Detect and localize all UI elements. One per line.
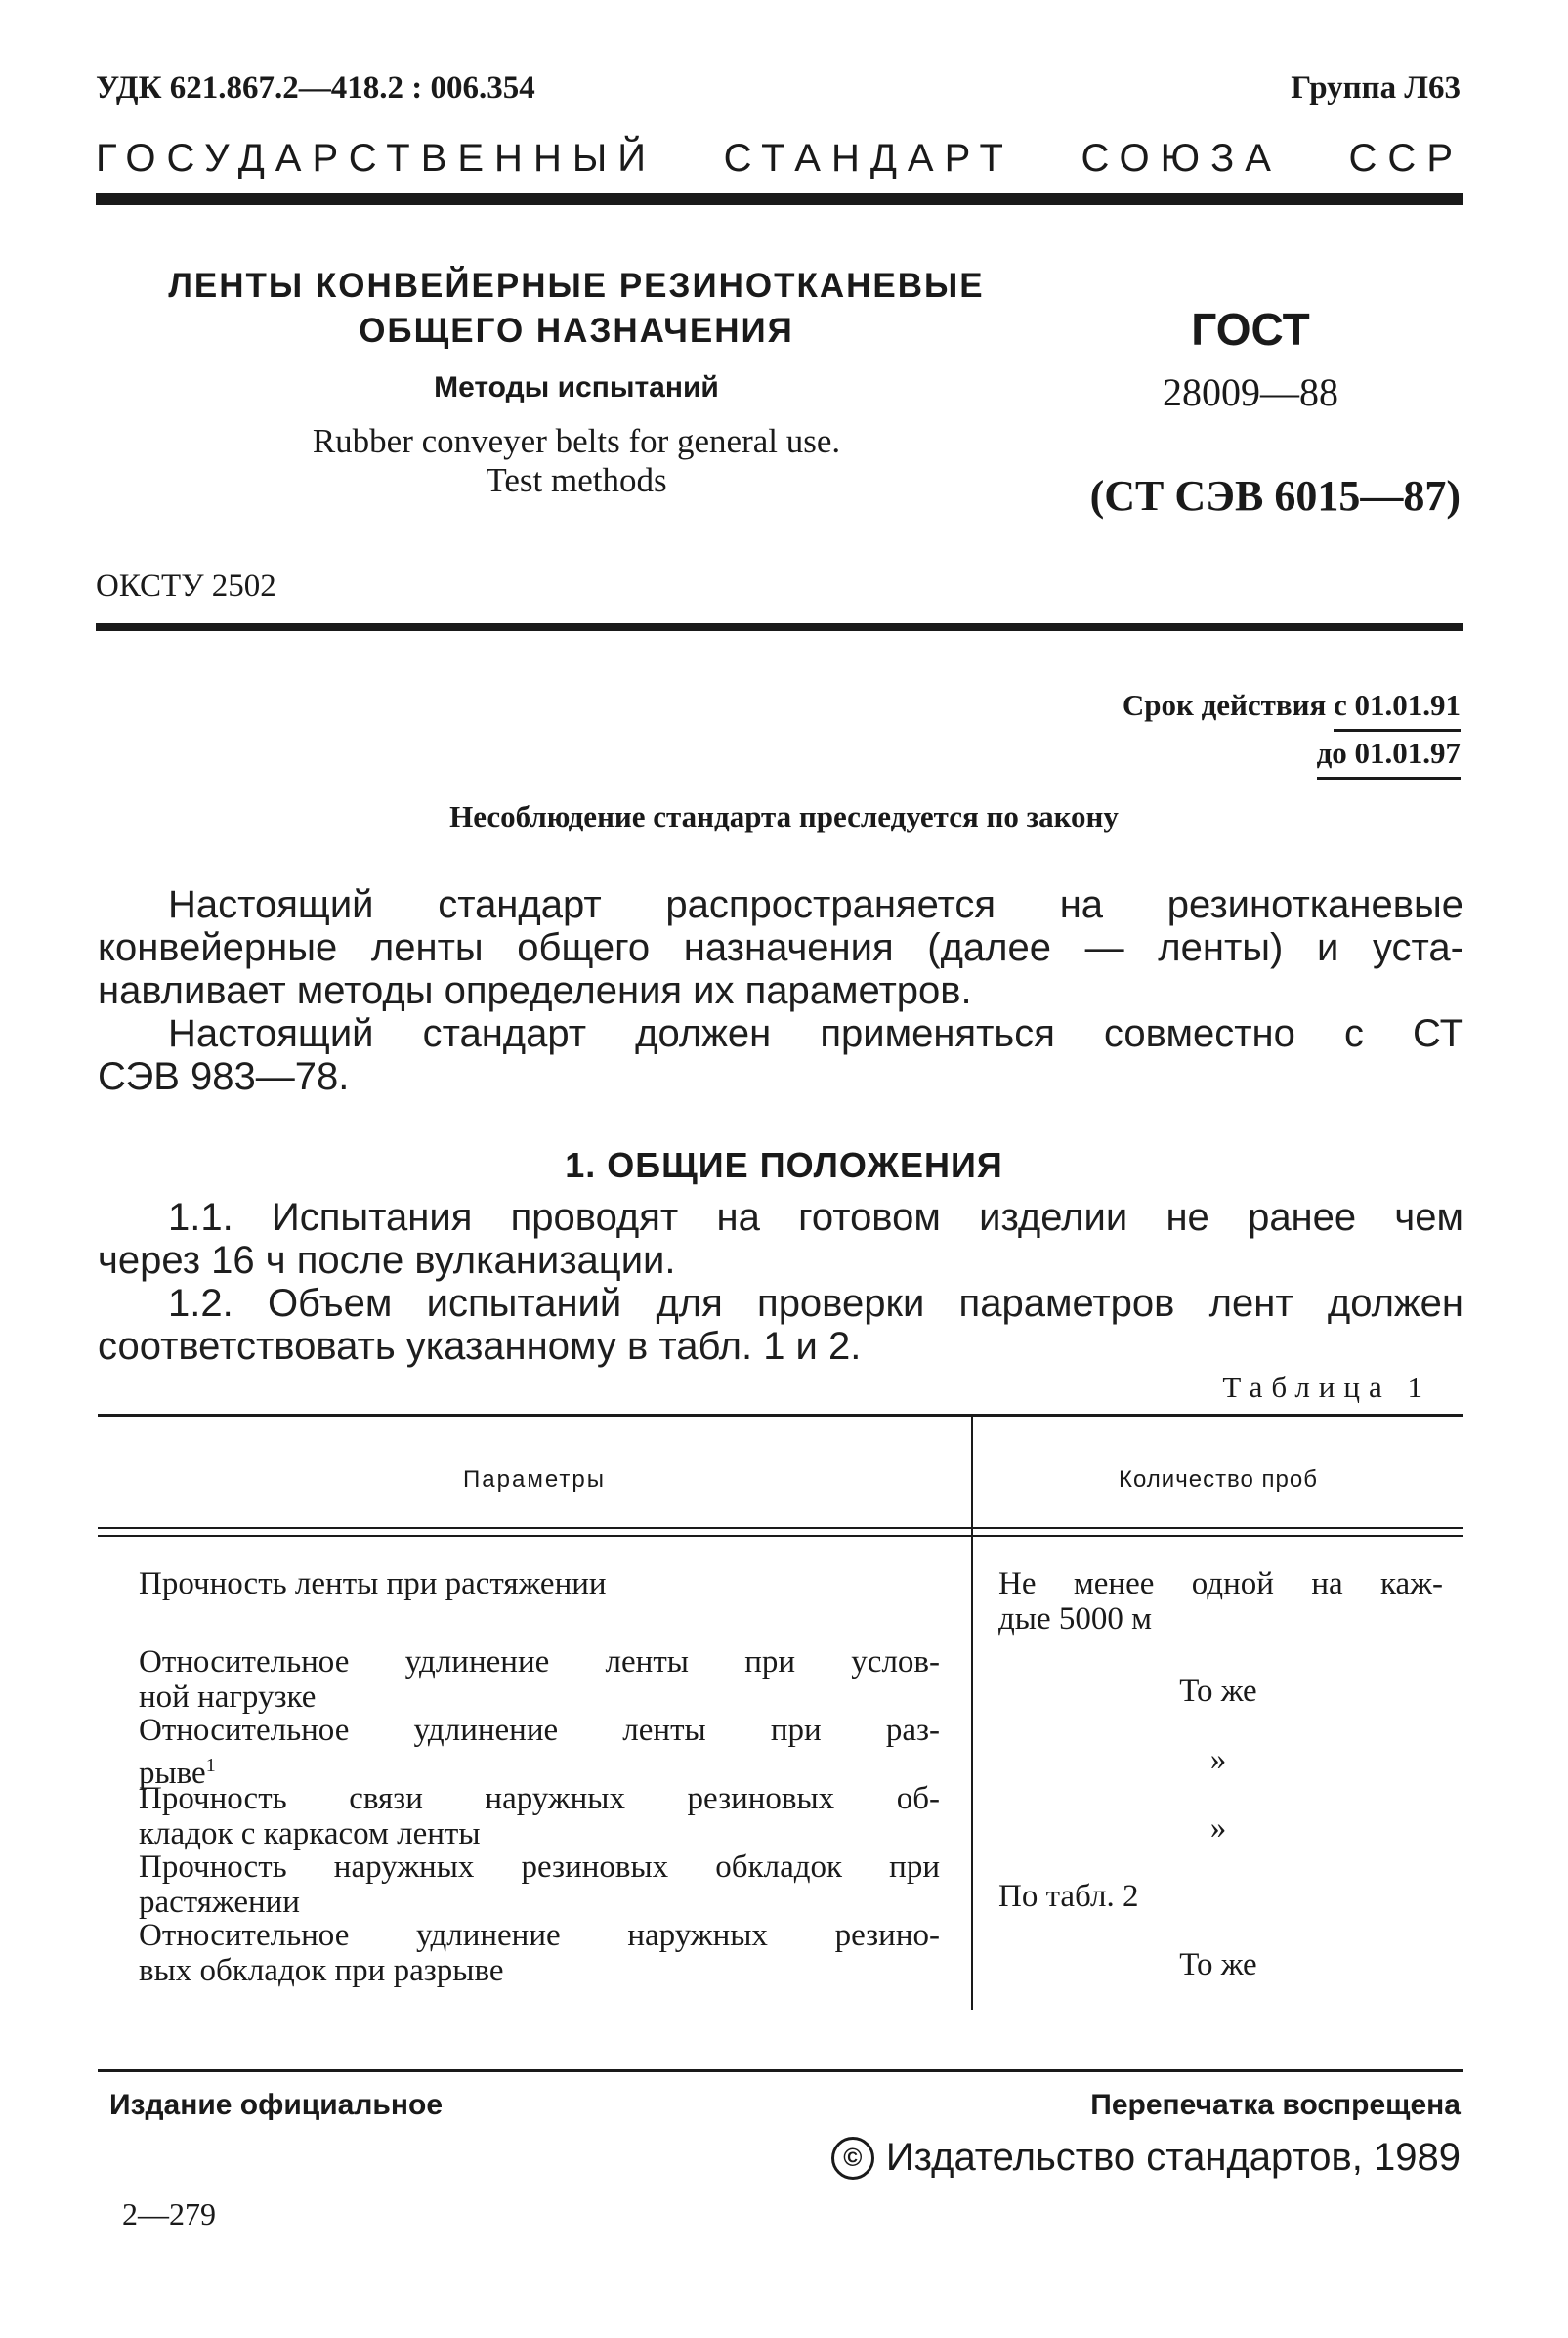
english-title-line-2: Test methods bbox=[486, 461, 667, 499]
copyright-line bbox=[831, 2136, 1461, 2180]
cmea-number: (СТ СЭВ 6015—87) bbox=[1089, 472, 1461, 520]
table-row-1-param bbox=[139, 1566, 940, 1601]
title-rule bbox=[96, 623, 1463, 631]
row-4-param-line-1: Прочность связи наружных резиновых об- bbox=[139, 1781, 940, 1816]
table-header-rule-1 bbox=[98, 1527, 1463, 1529]
section-1-heading: 1. ОБЩИЕ ПОЛОЖЕНИЯ bbox=[565, 1145, 1003, 1185]
table-row-6-param bbox=[139, 1918, 940, 1988]
validity-label: Срок действия bbox=[1122, 688, 1327, 722]
table-row-4-param bbox=[139, 1781, 940, 1851]
page-code: 2—279 bbox=[122, 2196, 216, 2232]
table-1-caption: Таблица 1 bbox=[1222, 1370, 1431, 1404]
clause-1-1-line1: 1.1. Испытания проводят на готовом изделии не ранее чем bbox=[168, 1196, 1463, 1239]
title-line-1: ЛЕНТЫ КОНВЕЙЕРНЫЕ РЕЗИНОТКАНЕВЫЕ bbox=[168, 267, 985, 305]
validity-from: с 01.01.91 bbox=[1334, 684, 1461, 732]
table-row-4-samples: » bbox=[1209, 1810, 1227, 1846]
table-row-3-samples: » bbox=[1209, 1742, 1227, 1777]
intro-text bbox=[98, 883, 1463, 1098]
table-1 bbox=[98, 1414, 1463, 2010]
row-5-param-line-1: Прочность наружных резиновых обкладок при bbox=[139, 1849, 940, 1885]
table-row-5-samples: По табл. 2 bbox=[998, 1879, 1139, 1914]
okstu-code: ОКСТУ 2502 bbox=[96, 569, 276, 604]
intro-p1-line1: Настоящий стандарт распространяется на резинотканевые bbox=[168, 883, 1463, 926]
table-top-rule bbox=[98, 1414, 1463, 1417]
row-2-param-line-1: Относительное удлинение ленты при услов- bbox=[139, 1644, 940, 1679]
document-subtitle: Методы испытаний bbox=[434, 371, 719, 404]
section-1-text bbox=[98, 1196, 1463, 1368]
column-header-samples: Количество проб bbox=[1119, 1467, 1318, 1493]
column-header-params: Параметры bbox=[463, 1467, 606, 1493]
udk-code: УДК 621.867.2—418.2 : 006.354 bbox=[96, 70, 535, 106]
validity-period bbox=[1123, 684, 1461, 780]
row-6-param-line-1: Относительное удлинение наружных резино- bbox=[139, 1918, 940, 1953]
table-row-2-param bbox=[139, 1644, 940, 1715]
table-header-rule-2 bbox=[98, 1535, 1463, 1537]
table-row-5-param bbox=[139, 1849, 940, 1920]
gost-number: 28009—88 bbox=[1163, 370, 1338, 414]
copyright-icon: © bbox=[831, 2137, 874, 2180]
law-notice: Несоблюдение стандарта преследуется по закону bbox=[449, 799, 1119, 833]
row-3-param-line-2: рыве bbox=[139, 1756, 206, 1791]
intro-p1-line3: навливает методы определения их параметров. bbox=[98, 969, 972, 1012]
table-row-6-samples: То же bbox=[1179, 1947, 1257, 1982]
gost-label: ГОСТ bbox=[1191, 304, 1310, 355]
header-rule bbox=[96, 193, 1463, 205]
row-1-samples-line-1: Не менее одной на каж- bbox=[998, 1566, 1443, 1601]
intro-p2-line2: СЭВ 983—78. bbox=[98, 1055, 350, 1098]
row-6-param-line-2: вых обкладок при разрыве bbox=[139, 1953, 504, 1988]
row-2-param-line-2: ной нагрузке bbox=[139, 1679, 317, 1715]
row-3-param-line-1: Относительное удлинение ленты при раз- bbox=[139, 1713, 940, 1748]
row-5-param-line-2: растяжении bbox=[139, 1885, 300, 1920]
clause-1-2-line1: 1.2. Объем испытаний для проверки параметров лент должен bbox=[168, 1282, 1463, 1325]
publisher-name: Издательство стандартов, 1989 bbox=[885, 2136, 1461, 2179]
table-row-2-samples: То же bbox=[1179, 1674, 1257, 1709]
table-row-3-param bbox=[139, 1713, 940, 1791]
clause-1-2-line2: соответствовать указанному в табл. 1 и 2. bbox=[98, 1325, 862, 1368]
footnote-marker: 1 bbox=[205, 1755, 216, 1776]
clause-1-1-line2: через 16 ч после вулканизации. bbox=[98, 1239, 676, 1282]
row-1-param-line-1: Прочность ленты при растяжении bbox=[139, 1566, 607, 1601]
footer-rule bbox=[98, 2069, 1463, 2072]
row-1-samples-line-2: дые 5000 м bbox=[998, 1601, 1152, 1637]
official-edition: Издание официальное bbox=[109, 2089, 444, 2121]
english-title bbox=[156, 422, 996, 500]
group-code: Группа Л63 bbox=[1291, 70, 1461, 106]
english-title-line-1: Rubber conveyer belts for general use. bbox=[312, 422, 841, 460]
title-line-2: ОБЩЕГО НАЗНАЧЕНИЯ bbox=[359, 312, 794, 350]
table-column-divider bbox=[971, 1414, 973, 2010]
intro-p1-line2: конвейерные ленты общего назначения (далее — ленты) и уста- bbox=[98, 926, 1463, 969]
reprint-notice: Перепечатка воспрещена bbox=[1090, 2089, 1461, 2121]
intro-p2-line1: Настоящий стандарт должен применяться совместно с СТ bbox=[168, 1012, 1463, 1055]
validity-to: до 01.01.97 bbox=[1317, 732, 1461, 780]
state-standard-banner: ГОСУДАРСТВЕННЫЙ СТАНДАРТ СОЮЗА ССР bbox=[96, 137, 1463, 180]
document-title bbox=[156, 264, 996, 354]
row-4-param-line-2: кладок с каркасом ленты bbox=[139, 1816, 481, 1851]
table-row-1-samples bbox=[998, 1566, 1443, 1637]
